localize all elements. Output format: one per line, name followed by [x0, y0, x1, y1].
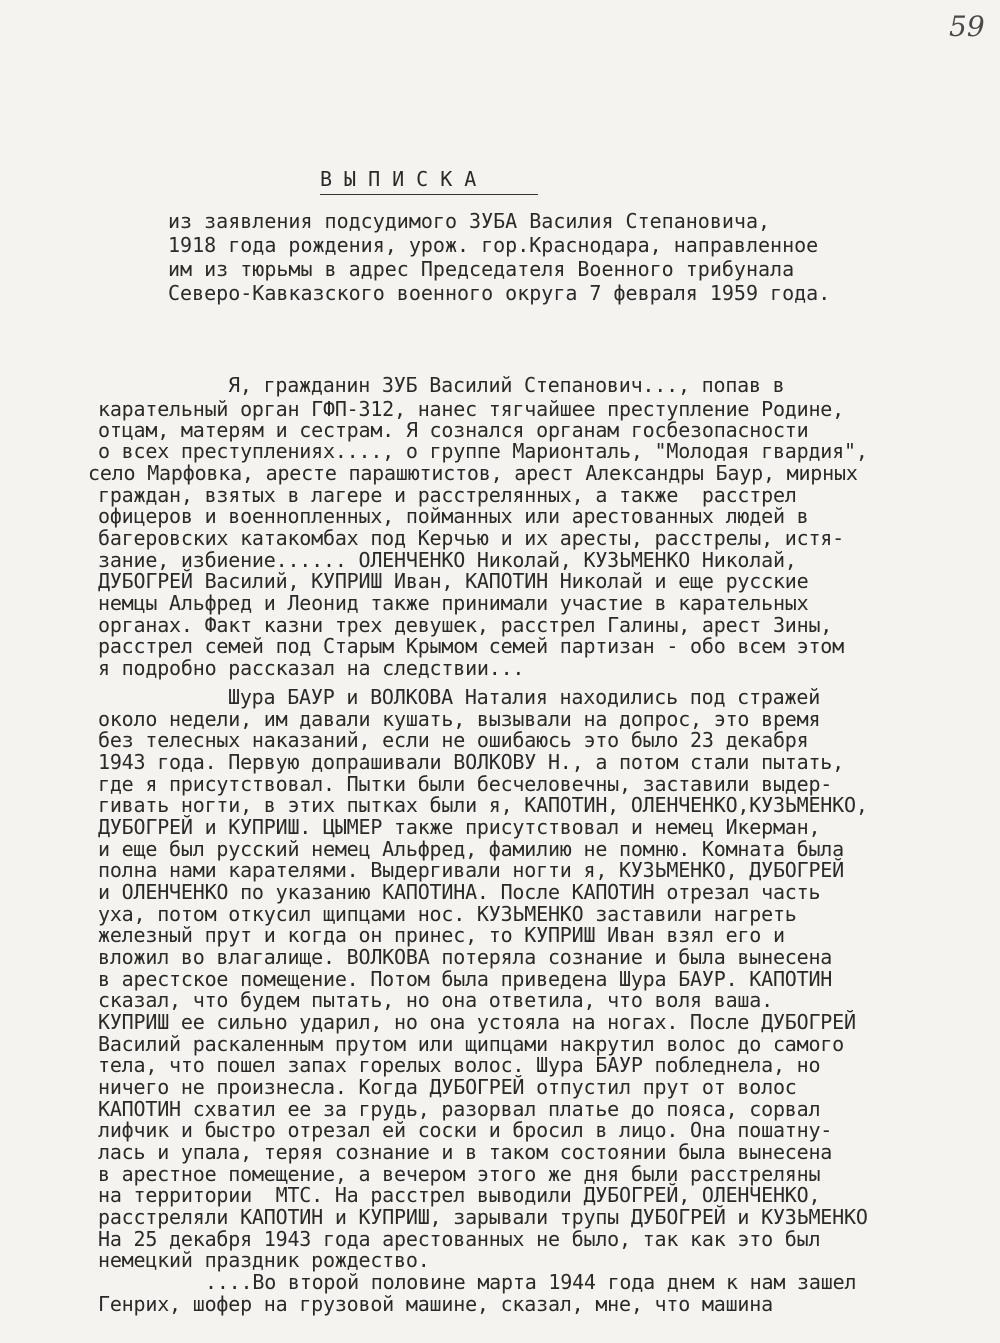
heading-line: Северо-Кавказского военного округа 7 февраля 1959 года. [168, 281, 831, 305]
body-line: отцам, матерям и сестрам. Я сознался органам госбезопасности [98, 418, 809, 442]
body-line: ничего не произнесла. Когда ДУБОГРЕЙ отпустил прут от волос [98, 1075, 797, 1099]
body-line: и еще был русский немец Альфред, фамилию не помню. Комната была [98, 837, 844, 861]
body-line: Шура БАУР и ВОЛКОВА Наталия находились под стражей [228, 685, 821, 709]
body-line: органах. Факт казни трех девушек, расстрел Галины, арест Зины, [98, 613, 833, 637]
body-line: 1943 года. Первую допрашивали ВОЛКОВУ Н., а потом стали пытать, [98, 750, 844, 774]
body-line: офицеров и военнопленных, пойманных или арестованных людей в [98, 504, 809, 528]
body-line: село Марфовка, аресте парашютистов, арест Александры Баур, мирных [88, 461, 858, 485]
body-line: около недели, им давали кушать, вызывали на допрос, это время [98, 707, 821, 731]
body-line: в арестское помещение. Потом была приведена Шура БАУР. КАПОТИН [98, 967, 833, 991]
body-line: карательный орган ГФП-312, нанес тягчайшее преступление Родине, [98, 397, 844, 421]
body-line: где я присутствовал. Пытки были бесчеловечны, заставили выдер- [98, 772, 833, 796]
body-line: о всех преступлениях...., о группе Марионталь, "Молодая гвардия", [98, 439, 868, 463]
body-line: без телесных наказаний, если не ошибаюсь это было 23 декабря [98, 728, 809, 752]
heading-line: 1918 года рождения, урож. гор.Краснодара, направленное [168, 233, 819, 257]
body-line: На 25 декабря 1943 года арестованных не было, так как это был [98, 1227, 821, 1251]
body-line: немецкий праздник рождество. [98, 1248, 430, 1272]
body-line: багеровских катакомбах под Керчью и их аресты, расстрелы, истя- [98, 526, 844, 550]
body-line: лась и упала, теряя сознание и в таком состоянии была вынесена [98, 1140, 833, 1164]
body-line: немцы Альфред и Леонид также принимали участие в карательных [98, 591, 809, 615]
body-line: сказал, что будем пытать, но она ответила, что воля ваша. [98, 988, 773, 1012]
page-number: 59 [949, 10, 985, 43]
body-line: Я, гражданин ЗУБ Василий Степанович..., попав в [228, 373, 785, 397]
body-line: КУПРИШ ее сильно ударил, но она устояла на ногах. После ДУБОГРЕЙ [98, 1010, 856, 1034]
body-line: Генрих, шофер на грузовой машине, сказал, мне, что машина [98, 1292, 773, 1316]
body-line: гивать ногти, в этих пытках были я, КАПОТИН, ОЛЕНЧЕНКО,КУЗЬМЕНКО, [98, 793, 868, 817]
body-line: на территории МТС. На расстрел выводили ДУБОГРЕЙ, ОЛЕНЧЕНКО, [98, 1183, 821, 1207]
body-line: вложил во влагалище. ВОЛКОВА потеряла сознание и была вынесена [98, 945, 833, 969]
body-line: в арестное помещение, а вечером этого же дня были расстреляны [98, 1162, 821, 1186]
body-line: ДУБОГРЕЙ Василий, КУПРИШ Иван, КАПОТИН Николай и еще русские [98, 569, 809, 593]
body-line: полна нами карателями. Выдергивали ногти я, КУЗЬМЕНКО, ДУБОГРЕЙ [98, 858, 844, 882]
body-line: тела, что пошел запах горелых волос. Шура БАУР побледнела, но [98, 1053, 821, 1077]
body-line: и ОЛЕНЧЕНКО по указанию КАПОТИНА. После КАПОТИН отрезал часть [98, 880, 821, 904]
body-line: расстрел семей под Старым Крымом семей партизан - обо всем этом [98, 634, 844, 658]
document-title: ВЫПИСКА [320, 164, 538, 195]
heading-line: им из тюрьмы в адрес Председателя Военного трибунала [168, 257, 795, 281]
body-line: КАПОТИН схватил ее за грудь, разорвал платье до пояса, сорвал [98, 1097, 821, 1121]
body-line: Василий раскаленным прутом или щипцами накрутил волос до самого [98, 1032, 844, 1056]
body-line: ДУБОГРЕЙ и КУПРИШ. ЦЫМЕР также присутствовал и немец Икерман, [98, 815, 821, 839]
body-line: я подробно рассказал на следствии... [98, 656, 525, 680]
body-line: железный прут и когда он принес, то КУПРИШ Иван взял его и [98, 923, 785, 947]
body-line: зание, избиение...... ОЛЕНЧЕНКО Николай, КУЗЬМЕНКО Николай, [98, 548, 797, 572]
body-line: ....Во второй половине марта 1944 года днем к нам зашел [205, 1270, 857, 1294]
body-line: расстреляли КАПОТИН и КУПРИШ, зарывали трупы ДУБОГРЕЙ и КУЗЬМЕНКО [98, 1205, 868, 1229]
body-line: граждан, взятых в лагере и расстрелянных, а также расстрел [98, 483, 797, 507]
heading-line: из заявления подсудимого ЗУБА Василия Степановича, [168, 209, 771, 233]
body-line: лифчик и быстро отрезал ей соски и бросил в лицо. Она пошатну- [98, 1118, 833, 1142]
body-line: уха, потом откусил щипцами нос. КУЗЬМЕНКО заставили нагреть [98, 902, 797, 926]
